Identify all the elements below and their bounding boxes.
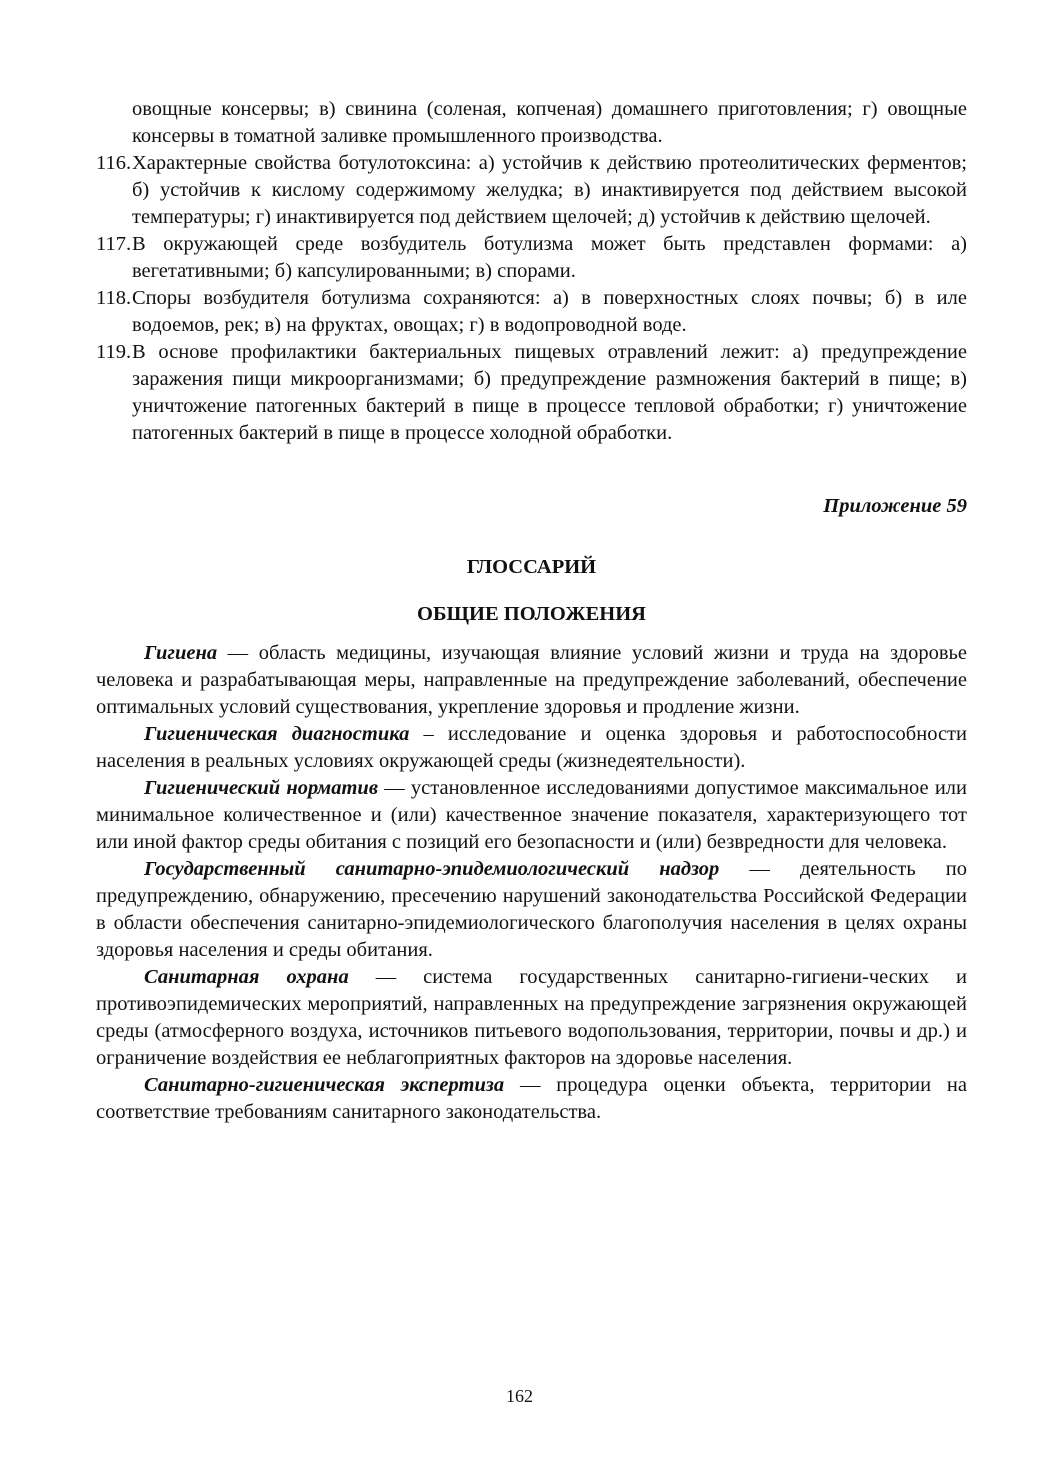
question-text: В окружающей среде возбудитель ботулизма может быть представлен формами: а) вегетативными; б) капсулированными; в) спорами.: [132, 233, 967, 282]
section-heading: ОБЩИЕ ПОЛОЖЕНИЯ: [417, 603, 646, 625]
question-continuation: овощные консервы; в) свинина (соленая, копченая) домашнего приготовления; г) овощные консервы в томатной заливке промышленного производства.: [132, 98, 967, 147]
question-list: [96, 150, 967, 447]
term-title: Гигиенический норматив: [144, 777, 378, 799]
glossary-entry: [96, 775, 967, 856]
glossary-heading: ГЛОССАРИЙ: [466, 556, 597, 578]
page-content: [96, 96, 967, 1126]
question-item: [96, 285, 967, 339]
term-definition: – исследование и оценка здоровья и работоспособности населения в реальных условиях окружающей среды (жизнедеятельности).: [96, 723, 967, 772]
question-number: 117.: [96, 233, 132, 255]
term-definition: — установленное исследованиями допустимое максимальное или минимальное количественное и (или) качественное значение показателя, характеризующего тот или иной фактор среды обитания с позиций его безопасности и (или) безвредности для человека.: [96, 777, 967, 853]
question-number: 116.: [96, 152, 132, 174]
glossary-entry: [96, 856, 967, 964]
question-text: В основе профилактики бактериальных пищевых отравлений лежит: а) предупреждение заражения пищи микроорганизмами; б) предупреждение размножения бактерий в пище; в) уничтожение патогенных бактерий в пище в процессе тепловой обработки; г) уничтожение патогенных бактерий в пище в процессе холодной обработки.: [132, 341, 967, 444]
question-text: Споры возбудителя ботулизма сохраняются: а) в поверхностных слоях почвы; б) в иле водоемов, рек; в) на фруктах, овощах; г) в водопроводной воде.: [132, 287, 967, 336]
term-title: Гигиена: [144, 642, 218, 664]
question-item: [96, 231, 967, 285]
appendix-label: Приложение 59: [823, 495, 967, 517]
term-definition: — процедура оценки объекта, территории на соответствие требованиям санитарного законодательства.: [96, 1074, 967, 1123]
term-title: Санитарная охрана: [144, 966, 349, 988]
term-title: Государственный санитарно-эпидемиологический надзор: [144, 858, 720, 880]
glossary-entry: [96, 1072, 967, 1126]
glossary-entry: [96, 640, 967, 721]
term-definition: — область медицины, изучающая влияние условий жизни и труда на здоровье человека и разрабатывающая меры, направленные на предупреждение заболеваний, обеспечение оптимальных условий существования, укрепление здоровья и продление жизни.: [96, 642, 967, 718]
page-number: 162: [506, 1386, 533, 1406]
question-text: Характерные свойства ботулотоксина: а) устойчив к действию протеолитических ферментов; б) устойчив к кислому содержимому желудка; в) инактивируется под действием высокой температуры; г) инактивируется под действием щелочей; д) устойчив к действию щелочей.: [132, 152, 967, 228]
question-item: [96, 339, 967, 447]
question-number: 119.: [96, 341, 132, 363]
term-definition: — система государственных санитарно-гигиени-ческих и противоэпидемических мероприятий, направленных на предупреждение загрязнения окружающей среды (атмосферного воздуха, источников питьевого водопользования, территории, почвы и др.) и ограничение воздействия ее неблагоприятных факторов на здоровье населения.: [96, 966, 967, 1069]
term-title: Санитарно-гигиеническая экспертиза: [144, 1074, 505, 1096]
question-item: [96, 150, 967, 231]
term-title: Гигиеническая диагностика: [144, 723, 410, 745]
glossary-terms: [96, 640, 967, 1126]
glossary-entry: [96, 721, 967, 775]
question-number: 118.: [96, 287, 132, 309]
term-definition: — деятельность по предупреждению, обнаружению, пресечению нарушений законодательства Российской Федерации в области обеспечения санитарно-эпидемиологического благополучия населения в целях охраны здоровья населения и среды обитания.: [96, 858, 967, 961]
glossary-entry: [96, 964, 967, 1072]
